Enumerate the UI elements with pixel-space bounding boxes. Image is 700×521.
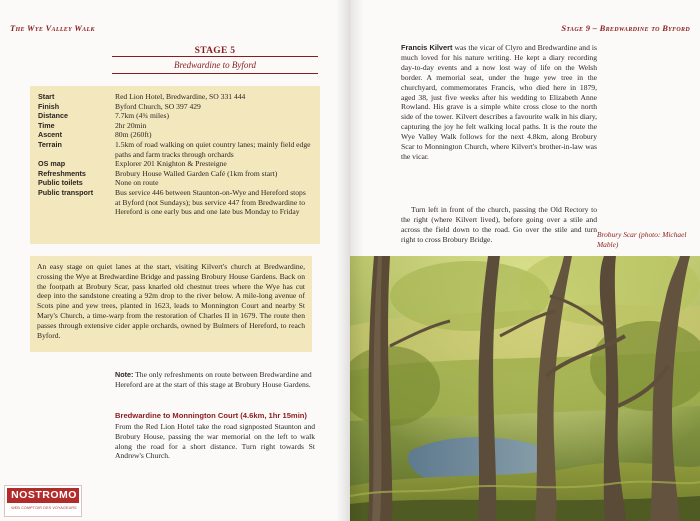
info-value: Bus service 446 between Staunton-on-Wye and Hereford stops at Byford (not Sundays); bus service 447 from Bredwardine to Hereford is one early bus and one late bus Monday to Friday [115, 187, 306, 217]
info-value: 1.5km of road walking on quiet country lanes; mainly field edge paths and farm tracks through orchards [115, 139, 311, 159]
title-rule-bottom [112, 73, 318, 74]
info-row [38, 159, 312, 169]
running-head-right: Stage 9 – Bredwardine to Byford [561, 23, 690, 33]
photo-caption: Brobury Scar (photo: Michael Mable) [597, 230, 687, 249]
info-value: 80m (260ft) [115, 130, 152, 140]
info-row [38, 102, 312, 112]
info-label: Time [38, 120, 55, 130]
info-label: OS map [38, 159, 66, 169]
info-row [38, 111, 312, 121]
info-value: Red Lion Hotel, Bredwardine, SO 331 444 [115, 92, 246, 101]
nostromo-logo [4, 485, 82, 517]
kilvert-name: Francis Kilvert [401, 43, 453, 52]
section-heading: Bredwardine to Monnington Court (4.6km, 1hr 15min) [115, 411, 307, 420]
info-label: Public transport [38, 187, 94, 197]
note-paragraph [115, 370, 315, 390]
note-label: Note: [115, 370, 134, 379]
info-row [38, 92, 312, 102]
info-row [38, 188, 312, 217]
info-row [38, 169, 312, 179]
info-label: Distance [38, 111, 68, 121]
info-label: Refreshments [38, 168, 86, 178]
info-row [38, 178, 312, 188]
kilvert-text: was the vicar of Clyro and Bredwardine and is much loved for his nature writing. He kept a diary recording day-to-day events and a now lost way of life on the Welsh border. A memorial seat, under the huge yew tree in the churchyard, commemorates Francis, who died here in 1879, aged 38, just five weeks after his wedding to Elizabeth Anne Rowland. His grave is a simple white cross close to the north side of the tower. Kilvert describes a favourite walk in his diary, capturing the joy he felt walking local paths. It is the route the Wye Valley Walk follows for the next 4.8km, along Brobury Scar to Monnington Church, where Kilvert's brother-in-law was the vicar. [401, 43, 597, 161]
stage-subtitle: Bredwardine to Byford [174, 60, 256, 70]
info-row [38, 121, 312, 131]
info-label: Terrain [38, 139, 62, 149]
info-value: Brobury House Walled Garden Café (1km from start) [115, 168, 278, 178]
info-label: Finish [38, 101, 60, 111]
info-row [38, 130, 312, 140]
logo-tagline: WEB COMPTOIR DES VOYAGEURS [11, 506, 77, 510]
info-value: 2hr 20min [115, 120, 147, 130]
info-value: Byford Church, SO 397 429 [115, 101, 201, 111]
note-text: The only refreshments on route between Bredwardine and Hereford are at the start of this stage at Brobury House Gardens. [115, 370, 312, 389]
directions-paragraph: Turn left in front of the church, passing the Old Rectory to the right (where Kilvert lived), before going over a stile and across the field down to the road. Go over the stile and turn right to cross Brobury Bridge. [401, 205, 597, 244]
title-rule-top [112, 56, 318, 57]
info-label: Public toilets [38, 178, 83, 188]
brobury-scar-photo [350, 256, 700, 521]
stage-info-box [30, 86, 320, 244]
section-paragraph: From the Red Lion Hotel take the road signposted Staunton and Brobury House, passing the war memorial on the left to walk along the road for a short distance. Turn right towards St Andrew's Church. [115, 422, 315, 461]
logo-name: NOSTROMO [11, 489, 77, 501]
info-value: None on route [115, 178, 159, 188]
info-row [38, 140, 312, 159]
running-head-left: The Wye Valley Walk [10, 23, 95, 33]
info-label: Start [38, 92, 55, 101]
info-value: 7.7km (4¾ miles) [115, 111, 169, 121]
info-value: Explorer 201 Knighton & Presteigne [115, 159, 227, 169]
right-page [350, 0, 700, 521]
stage-summary-box: An easy stage on quiet lanes at the start, visiting Kilvert's church at Bredwardine, crossing the Wye at Bredwardine Bridge and passing Brobury House Gardens. Back on the footpath at Brobury Scar, pass knarled old chestnut trees where the Wye has cut deep into the sandstone creating a 92m drop to the river below. A mile-long avenue of Scots pine and yew trees, planted in 1623, leads to Monnington Court and nearby St Mary's Church, a time-warp from the restoration of Charles II in 1679. The route then passes through extensive cider apple orchards, owned by Bulmers of Hereford, to reach Byford. [30, 256, 312, 352]
kilvert-paragraph [401, 43, 597, 162]
stage-title: STAGE 5 [194, 46, 236, 56]
info-label: Ascent [38, 130, 62, 140]
